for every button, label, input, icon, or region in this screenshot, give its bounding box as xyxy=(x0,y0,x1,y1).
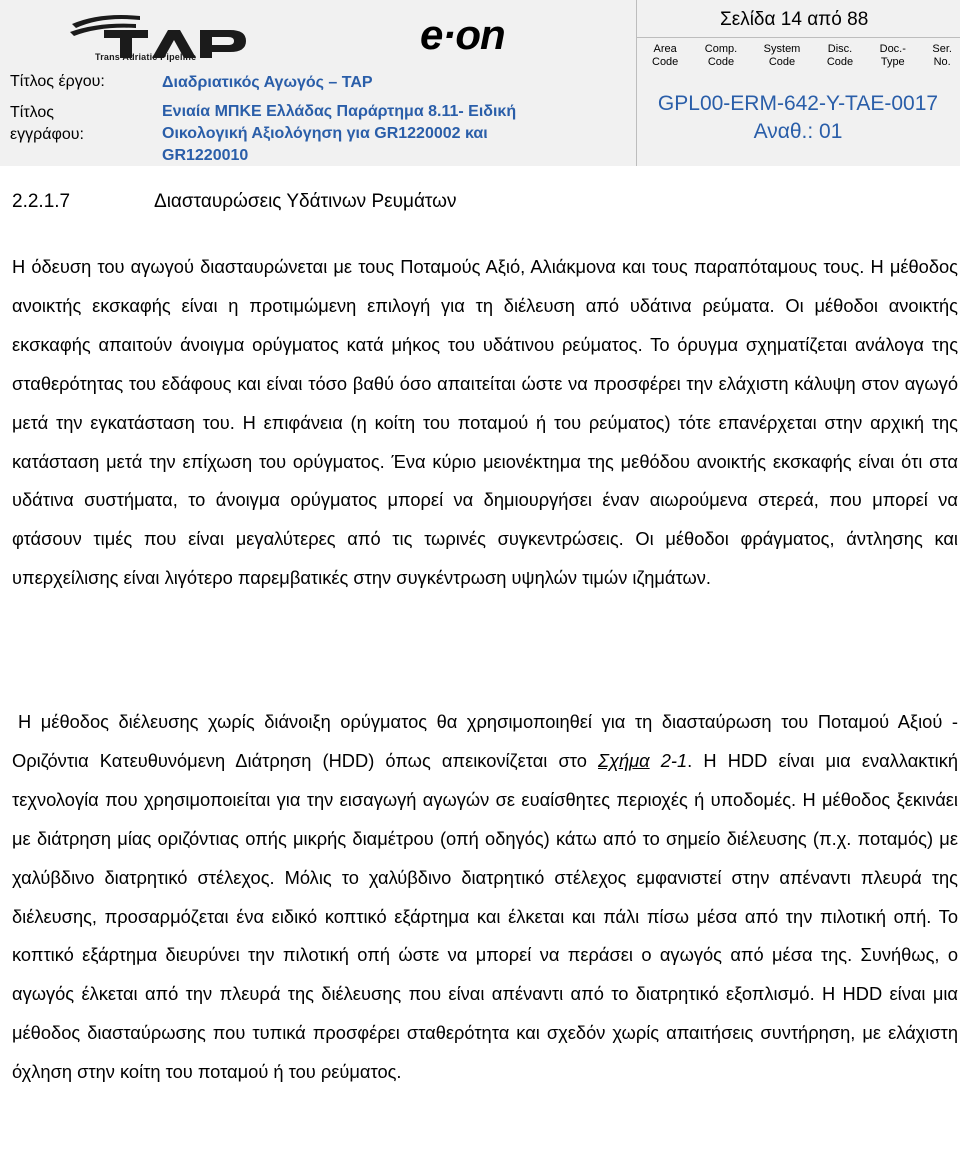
section-number: 2.2.1.7 xyxy=(12,191,71,212)
code-column-disc: Disc. Code xyxy=(826,43,854,68)
code-columns xyxy=(652,43,952,68)
document-title-value-line3: GR1220010 xyxy=(162,147,249,164)
paragraph-2-text-after-ref: . Η HDD είναι μια εναλλακτική τεχνολογία που χρησιμοποιείται για την εισαγωγή αγωγών σε ευαίσθητες περιοχές ή υποδομές. Η μέθοδος ξεκινάει με διάτρηση μίας οριζόντιας οπής μικρής διαμέτρου (οπή οδηγός) κάτω από το σημείο διέλευσης (π.χ. ποταμός) με χαλύβδινο διατρητικό στέλεχος. Μόλις το χαλύβδινο διατρητικό στέλεχος εμφανιστεί στην απέναντι πλευρά της διέλευσης, προσαρμόζεται ένα ειδικό κοπτικό εξάρτημα και έλκεται και πάλι πίσω μέσα από την πιλοτική οπή. Το κοπτικό εξάρτημα διευρύνει την πιλοτική οπή ώστε να μπορεί να περάσει ο αγωγός από μέσα της. Συνήθως, ο αγωγός έλκεται από την πλευρά της διέλευσης που είναι απέναντι από το διατρητικό εξοπλισμό. Η HDD είναι μια μέθοδος διασταύρωσης που τυπικά προσφέρει σταθερότητα και σχεδόν χωρίς απαιτήσεις συντήρηση, με ελάχιστη όχληση στην κοίτη του ποταμού ή του ρεύματος. xyxy=(12,749,959,1083)
project-title-value: Διαδριατικός Αγωγός – TAP xyxy=(162,74,373,91)
page-number: Σελίδα 14 από 88 xyxy=(720,9,869,30)
document-code: GPL00-ERM-642-Y-TAE-0017 xyxy=(657,92,939,115)
body-paragraph-2 xyxy=(12,703,958,1092)
code-column-doc-type: Doc.- Type xyxy=(879,43,906,68)
eon-logo: e·on xyxy=(420,11,505,58)
project-title-label: Τίτλος έργου: xyxy=(10,73,105,90)
paragraph-2-text-before-ref: Η μέθοδος διέλευσης χωρίς διάνοιξη ορύγματος θα χρησιμοποιηθεί για τη διασταύρωση του Ποταμού Αξιού - Οριζόντια Κατευθυνόμενη Διάτρηση (HDD) όπως απεικονίζεται στο xyxy=(12,711,958,771)
document-header xyxy=(0,0,960,166)
tap-logo-subtitle: Trans Adriatic Pipeline xyxy=(95,52,197,62)
code-column-ser-no: Ser. No. xyxy=(932,43,952,68)
header-horizontal-divider xyxy=(636,37,960,38)
revision-number: Αναθ.: 01 xyxy=(753,120,843,143)
document-title-value-line2: Οικολογική Αξιολόγηση για GR1220002 και xyxy=(162,125,488,142)
code-column-comp: Comp. Code xyxy=(704,43,738,68)
code-column-area: Area Code xyxy=(652,43,679,68)
document-title-value-line1: Ενιαία ΜΠΚΕ Ελλάδας Παράρτημα 8.11- Ειδική xyxy=(162,103,517,120)
document-title-label-line2: εγγράφου: xyxy=(10,126,84,143)
body-paragraph-1: Η όδευση του αγωγού διασταυρώνεται με τους Ποταμούς Αξιό, Αλιάκμονα και τους παραπόταμους τους. Η μέθοδος ανοικτής εκσκαφής είναι η προτιμώμενη επιλογή για τη διέλευση από υδάτινα ρεύματα. Οι μέθοδοι ανοικτής εκσκαφής απαιτούν άνοιγμα ορύγματος κατά μήκος του υδάτινου ρεύματος. Το όρυγμα σχηματίζεται ανάλογα της σταθερότητας του εδάφους και είναι τόσο βαθύ όσο απαιτείται ώστε να προσφέρει την ελάχιστη κάλυψη στον αγωγό μετά την εγκατάσταση του. Η επιφάνεια (η κοίτη του ποταμού ή του ρεύματος) τότε επανέρχεται στην αρχική της κατάσταση μετά την επίχωση του ορύγματος. Ένα κύριο μειονέκτημα της μεθόδου ανοικτής εκσκαφής είναι ότι στα υδάτινα συστήματα, το άνοιγμα ορύγματος μπορεί να δημιουργήσει έναν αιωρούμενα στερεά, που μπορεί να φτάσουν τιμές που είναι μεγαλύτερες από τις τωρινές συγκεντρώσεις. Οι μέθοδοι φράγματος, άντλησης και υπερχείλισης είναι λιγότερο παρεμβατικές στην συγκέντρωση υψηλών τιμών ιζημάτων. xyxy=(12,256,958,589)
figure-reference-number: 2-1 xyxy=(660,749,688,771)
section-heading xyxy=(12,191,457,213)
code-column-system: System Code xyxy=(763,43,801,68)
figure-reference-link[interactable]: Σχήμα xyxy=(598,749,650,771)
document-title-label-line1: Τίτλος xyxy=(10,104,55,121)
section-title: Διασταυρώσεις Υδάτινων Ρευμάτων xyxy=(154,191,457,212)
